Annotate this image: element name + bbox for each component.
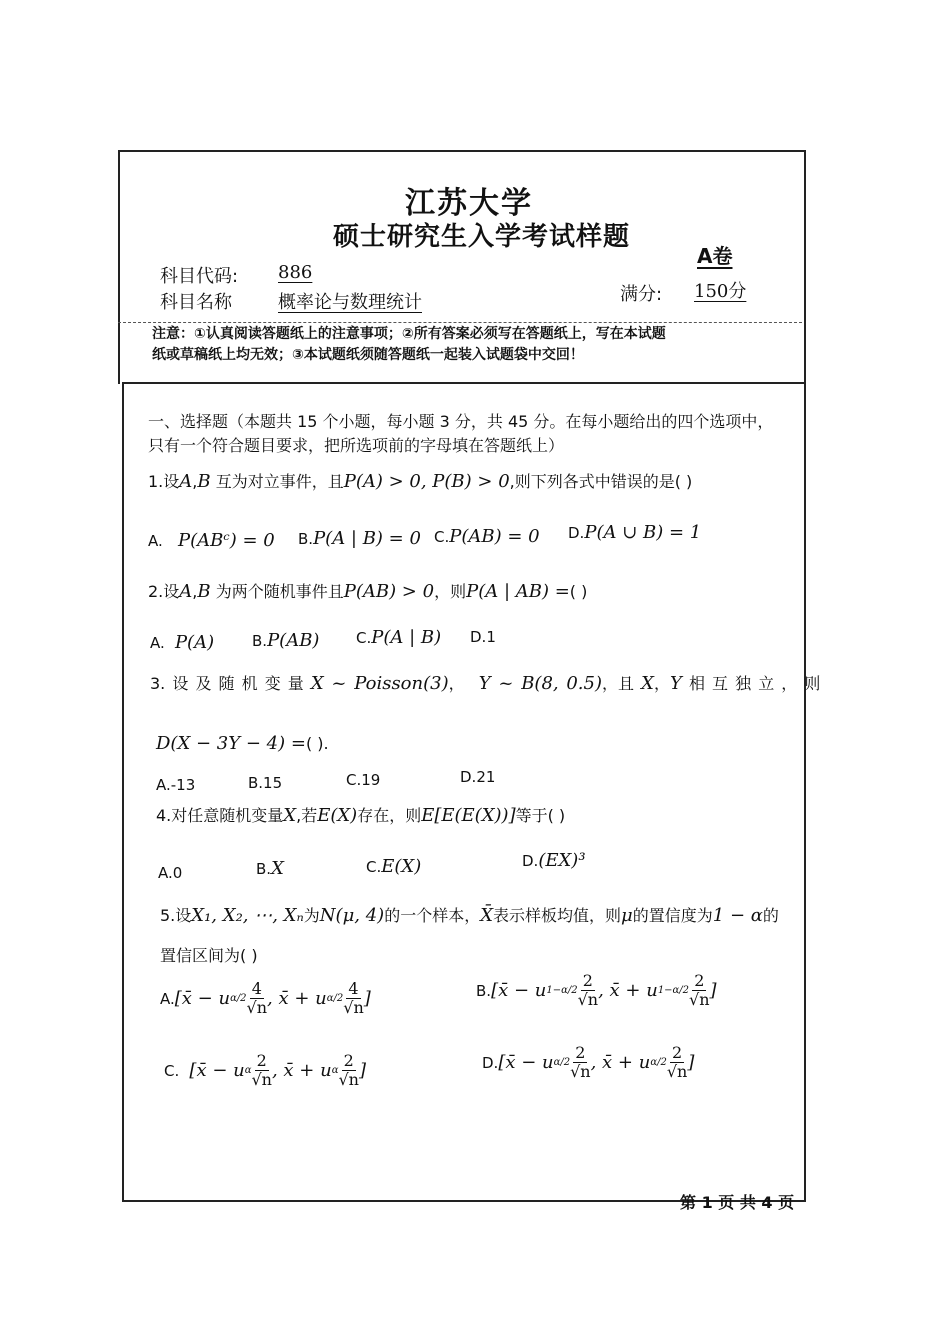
q2-prefix: 2.设 <box>148 582 180 601</box>
q4-if: ,若 <box>296 806 318 825</box>
q3-variance: D(X − 3Y − 4) = <box>156 733 306 754</box>
q3-and: ，且 <box>602 674 635 693</box>
q2-then: ，则 <box>434 582 467 601</box>
question-5-option-a <box>160 980 371 1017</box>
notice-line-1: 注意：①认真阅读答题纸上的注意事项；②所有答案必须写在答题纸上，写在本试题 <box>152 326 666 342</box>
question-2-stem <box>148 580 587 604</box>
q2-comma: , <box>192 582 198 601</box>
q3-comma-2: ， <box>653 674 670 693</box>
quantile-subscript: α/2 <box>230 993 247 1004</box>
quantile-subscript: α/2 <box>650 1057 667 1068</box>
q5-confidence: 的置信度为 <box>632 906 713 925</box>
q3-binomial: Y ~ B(8, 0.5) <box>478 673 602 694</box>
option-label: B. <box>476 981 492 1000</box>
q3-poisson: X ~ Poisson(3) <box>310 673 449 694</box>
section-heading-line-1: 一、选择题（本题共 15 个小题，每小题 3 分，共 45 分。在每小题给出的四个选项中， <box>148 412 774 431</box>
option-text: X <box>271 858 284 879</box>
paper-version: A卷 <box>697 244 733 268</box>
q5-level: 1 − α <box>712 905 763 926</box>
option-label: C. <box>434 528 450 546</box>
subject-name-label: 科目名称 <box>160 292 232 313</box>
quantile-subscript: α/2 <box>553 1057 571 1068</box>
question-4-stem <box>156 804 565 828</box>
quantile-subscript: α/2 <box>326 993 344 1004</box>
full-score-label: 满分: <box>620 284 663 305</box>
numerator: 2 <box>575 1043 586 1062</box>
denominator: √n <box>338 1070 359 1089</box>
fraction <box>343 980 364 1017</box>
q1-math-b: B <box>197 471 211 492</box>
interval-mid: , x̄ + u <box>271 1060 332 1081</box>
header-divider <box>118 322 802 323</box>
question-1-option-d <box>568 522 701 543</box>
q2-condition: P(AB) > 0 <box>343 581 435 602</box>
option-label: D. <box>568 524 585 542</box>
q2-math-b: B <box>197 581 211 602</box>
option-text: P(AB) = 0 <box>449 526 540 547</box>
q5-mean-desc: 表示样板均值，则 <box>493 906 622 925</box>
numerator: 2 <box>582 971 593 990</box>
fraction <box>578 972 599 1009</box>
numerator: 2 <box>694 971 705 990</box>
fraction <box>251 1052 272 1089</box>
fraction <box>247 980 268 1017</box>
question-1-option-a <box>148 530 275 551</box>
q5-suffix: 的 <box>762 906 779 925</box>
question-4-option-b <box>256 858 284 879</box>
option-label: C. <box>164 1061 180 1080</box>
q3-suffix: 相 互 独 立 ， 则 <box>688 674 821 693</box>
q5-is: 为 <box>303 906 320 925</box>
interval-close: ] <box>358 1060 366 1081</box>
q5-sample-of: 的一个样本， <box>384 906 481 925</box>
question-2-option-a <box>150 632 214 653</box>
q2-math-a: A <box>179 581 193 602</box>
interval-mid: , x̄ + u <box>598 980 658 1001</box>
q1-condition: P(A) > 0, P(B) > 0 <box>343 471 510 492</box>
question-3-option-d: D.21 <box>460 768 496 786</box>
option-text: P(A | B) = 0 <box>313 528 421 549</box>
option-label: D. <box>482 1053 499 1072</box>
numerator: 2 <box>343 1051 354 1070</box>
denominator: √n <box>666 1062 688 1081</box>
question-5-stem <box>160 904 779 928</box>
question-4-option-a: A.0 <box>158 864 183 882</box>
denominator: √n <box>570 1062 591 1081</box>
quantile-subscript: α <box>244 1065 252 1076</box>
option-label: C. <box>366 858 382 876</box>
question-4-option-c <box>366 856 421 877</box>
question-3-option-c: C.19 <box>346 771 381 789</box>
question-3-option-b: B.15 <box>248 774 283 792</box>
subject-code-label: 科目代码: <box>160 266 239 287</box>
question-5-option-b <box>476 972 717 1009</box>
exam-title: 硕士研究生入学考试样题 <box>333 222 631 252</box>
option-text: E(X) <box>381 856 422 877</box>
q3-blank: ( ). <box>305 734 329 753</box>
q3-var-x: X <box>641 673 654 694</box>
q3-comma-1: ， <box>448 674 465 693</box>
q4-var-x: X <box>283 805 297 826</box>
question-5-stem-line-2: 置信区间为( ) <box>160 946 258 965</box>
option-label: A. <box>160 989 175 1008</box>
interval-open: [x̄ − u <box>189 1060 245 1081</box>
interval-open: [x̄ − u <box>498 1052 554 1073</box>
option-label: A. <box>150 634 165 652</box>
question-4-option-d <box>522 850 586 871</box>
question-3-option-a: A.-13 <box>156 776 196 794</box>
notice <box>152 324 792 366</box>
numerator: 4 <box>348 979 359 998</box>
fraction <box>667 1044 688 1081</box>
denominator: √n <box>246 998 268 1017</box>
q1-math-a: A <box>179 471 193 492</box>
option-text: P(AB) <box>267 630 320 651</box>
interval-open: [x̄ − u <box>491 980 547 1001</box>
q5-prefix: 5.设 <box>160 906 192 925</box>
numerator: 2 <box>256 1051 267 1070</box>
q1-suffix: ,则下列各式中错误的是( ) <box>509 472 693 491</box>
question-3-stem-line-2 <box>156 732 329 756</box>
quantile-subscript: 1−α/2 <box>657 985 690 996</box>
university-name: 江苏大学 <box>405 186 533 221</box>
denominator: √n <box>251 1070 272 1089</box>
subject-name-value: 概率论与数理统计 <box>278 292 422 313</box>
interval-close: ] <box>709 980 717 1001</box>
option-text: P(A ∪ B) = 1 <box>584 522 702 543</box>
q5-mu: μ <box>621 905 633 926</box>
q1-comma: , <box>192 472 198 491</box>
denominator: √n <box>689 990 710 1009</box>
option-label: A. <box>148 532 163 550</box>
section-heading-line-2: 只有一个符合题目要求，把所选项前的字母填在答题纸上） <box>148 436 565 455</box>
q2-mid: 为两个随机事件且 <box>210 582 344 601</box>
option-text: P(ABᶜ) = 0 <box>178 530 275 551</box>
interval-close: ] <box>363 988 371 1009</box>
full-score-value: 150分 <box>694 281 747 302</box>
question-3-stem <box>150 672 820 696</box>
question-1-stem <box>148 470 692 494</box>
q1-mid: 互为对立事件，且 <box>210 472 344 491</box>
q4-prefix: 4.对任意随机变量 <box>156 806 284 825</box>
q1-prefix: 1.设 <box>148 472 180 491</box>
page-number: 第 1 页 共 4 页 <box>680 1193 795 1212</box>
q5-mean: X̄ <box>480 905 494 926</box>
option-label: B. <box>298 530 314 548</box>
fraction <box>338 1052 359 1089</box>
question-2-option-d: D.1 <box>470 628 496 646</box>
option-label: D. <box>522 852 539 870</box>
quantile-subscript: α <box>331 1065 339 1076</box>
q4-nested-expectation: E[E(E(X))] <box>421 805 516 826</box>
question-2-option-b <box>252 630 319 651</box>
section-heading <box>148 410 788 458</box>
interval-mid: , x̄ + u <box>267 988 327 1009</box>
option-label: C. <box>356 629 372 647</box>
option-text: (EX)³ <box>538 850 586 871</box>
option-label: B. <box>252 632 268 650</box>
question-2-option-c <box>356 627 441 648</box>
notice-line-2: 纸或草稿纸上均无效；③本试题纸须随答题纸一起装入试题袋中交回！ <box>152 347 584 363</box>
question-1-option-b <box>298 528 421 549</box>
option-label: B. <box>256 860 272 878</box>
fraction <box>689 972 710 1009</box>
subject-code-value: 886 <box>278 262 313 283</box>
q2-suffix: ( ) <box>569 582 588 601</box>
question-5-option-c <box>164 1052 366 1089</box>
interval-mid: , x̄ + u <box>590 1052 651 1073</box>
interval-close: ] <box>687 1052 695 1073</box>
numerator: 4 <box>251 979 262 998</box>
q4-expectation: E(X) <box>317 805 358 826</box>
q3-prefix: 3. 设 及 随 机 变 量 <box>150 674 304 693</box>
q3-var-y: Y <box>669 673 682 694</box>
q2-expression: P(A | AB) = <box>466 581 570 602</box>
denominator: √n <box>343 998 364 1017</box>
question-1-option-c <box>434 526 540 547</box>
numerator: 2 <box>671 1043 683 1062</box>
q4-exists: 存在，则 <box>357 806 422 825</box>
question-5-option-d <box>482 1044 694 1081</box>
denominator: √n <box>577 990 599 1009</box>
q4-suffix: 等于( ) <box>515 806 566 825</box>
interval-open: [x̄ − u <box>174 988 231 1009</box>
quantile-subscript: 1−α/2 <box>546 985 578 996</box>
option-text: P(A | B) <box>371 627 442 648</box>
option-text: P(A) <box>174 632 215 653</box>
q5-sample: X₁, X₂, ⋯, Xₙ <box>191 905 304 926</box>
q5-normal: N(μ, 4) <box>319 905 385 926</box>
fraction <box>570 1044 591 1081</box>
